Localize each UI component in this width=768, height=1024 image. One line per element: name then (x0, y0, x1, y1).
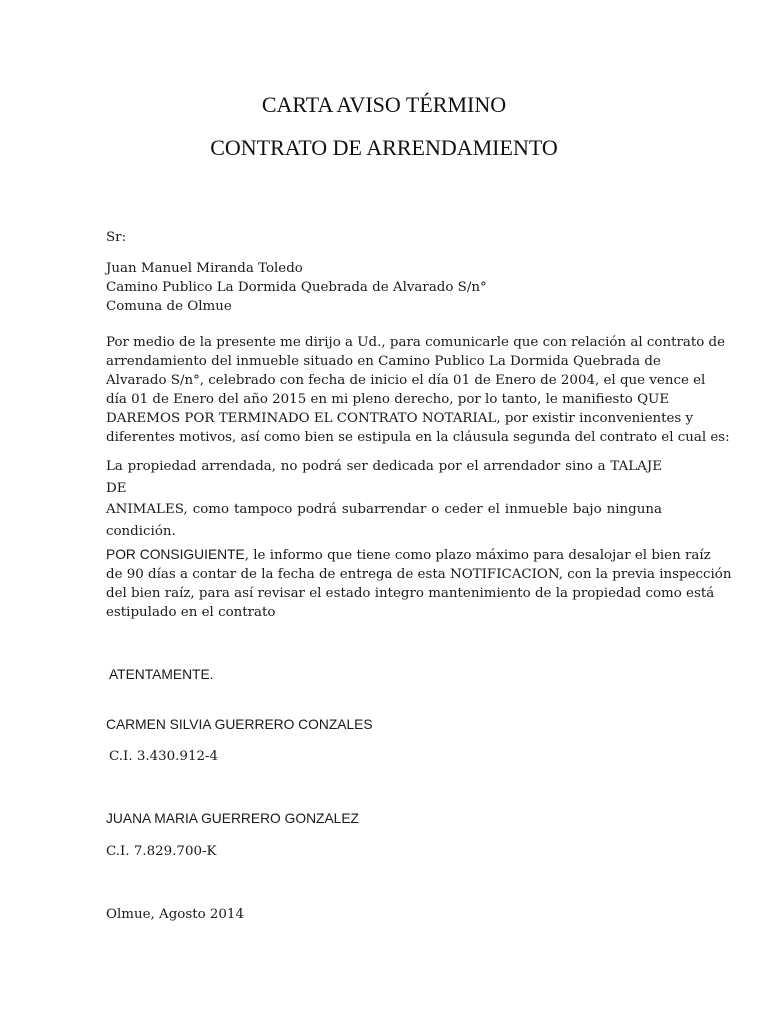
place-and-date: Olmue, Agosto 2014 (106, 907, 244, 922)
paragraph-line (106, 545, 711, 565)
recipient-name: Juan Manuel Miranda Toledo (106, 261, 303, 276)
signer-1-name: CARMEN SILVIA GUERRERO CONZALES (106, 717, 373, 732)
consequently-lead: POR CONSIGUIENTE (106, 547, 245, 562)
body-paragraph-2 (106, 545, 732, 622)
contract-clause (106, 456, 662, 542)
paragraph-line: diferentes motivos, así como bien se estipula en la cláusula segunda del contrato el cual es: (106, 430, 730, 445)
paragraph-line: estipulado en el contrato (106, 605, 276, 620)
notification-word: NOTIFICACION (449, 567, 559, 582)
signer-1-id: C.I. 3.430.912-4 (109, 749, 219, 764)
recipient-address: Camino Publico La Dormida Quebrada de Alvarado S/n° (106, 280, 487, 295)
paragraph-text: de 90 días a contar de la fecha de entrega de esta (106, 567, 450, 582)
paragraph-line: del bien raíz, para así revisar el estado integro mantenimiento de la propiedad como está (106, 586, 715, 601)
title-line-1: CARTA AVISO TÉRMINO (261, 92, 507, 117)
signer-2-name: JUANA MARIA GUERRERO GONZALEZ (106, 811, 359, 826)
clause-line: La propiedad arrendada, no podrá ser dedicada por el arrendador sino a TALAJE DE (106, 459, 662, 496)
closing: ATENTAMENTE. (109, 667, 214, 682)
clause-line: ANIMALES, como tampoco podrá subarrendar o ceder el inmueble bajo ninguna (106, 502, 662, 517)
paragraph-line: arrendamiento del inmueble situado en Camino Publico La Dormida Quebrada de (106, 354, 661, 369)
salutation: Sr: (106, 230, 127, 245)
clause-line: condición. (106, 523, 176, 539)
paragraph-line: día 01 de Enero del año 2015 en mi pleno derecho, por lo tanto, le manifiesto QUE (106, 392, 670, 407)
paragraph-line: Por medio de la presente me dirijo a Ud., para comunicarle que con relación al contrato de (106, 335, 726, 350)
paragraph-line (106, 565, 732, 584)
body-paragraph-1 (106, 333, 730, 447)
title-line-2: CONTRATO DE ARRENDAMIENTO (210, 135, 558, 160)
recipient-commune: Comuna de Olmue (106, 299, 232, 314)
paragraph-text: , le informo que tiene como plazo máximo para desalojar el bien raíz (244, 548, 711, 563)
paragraph-line: Alvarado S/n°, celebrado con fecha de inicio el día 01 de Enero de 2004, el que vence el (106, 373, 706, 388)
paragraph-line: DAREMOS POR TERMINADO EL CONTRATO NOTARIAL, por existir inconvenientes y (106, 411, 694, 426)
signer-2-id: C.I. 7.829.700-K (106, 844, 217, 859)
paragraph-text: , con la previa inspección (558, 567, 732, 582)
